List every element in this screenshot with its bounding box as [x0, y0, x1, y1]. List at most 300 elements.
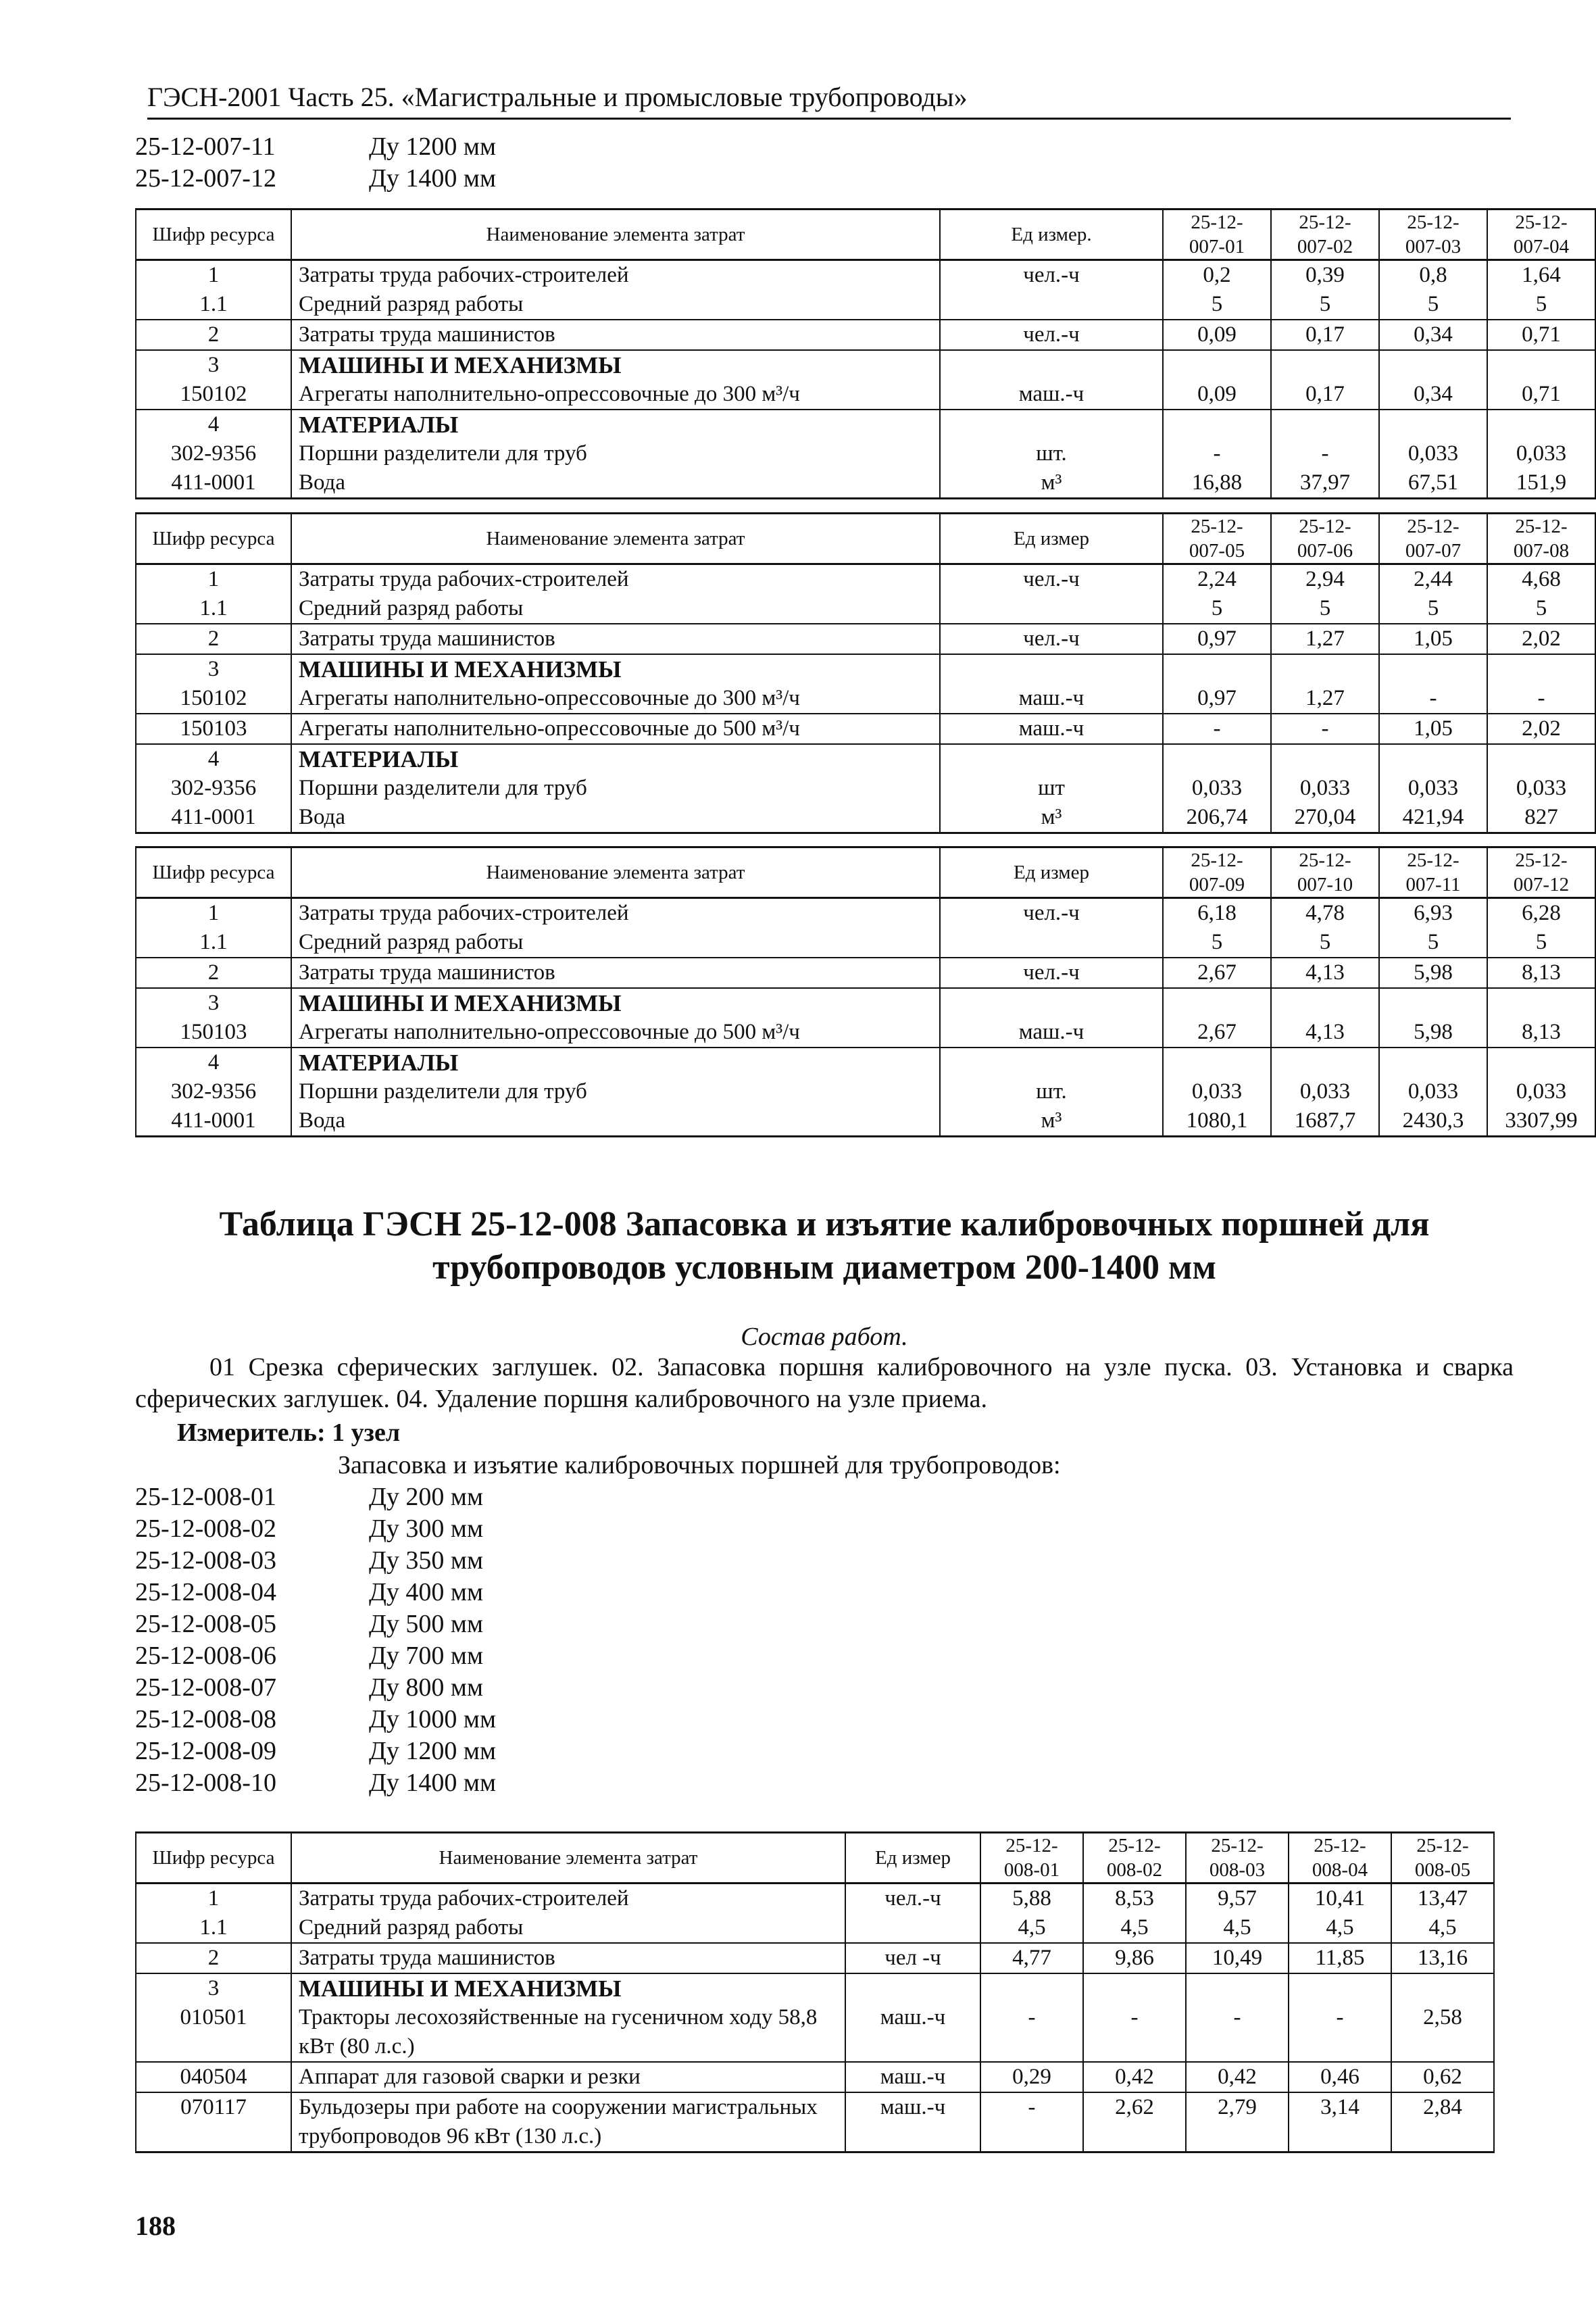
header-code: Шифр ресурса [136, 514, 291, 564]
item-row [135, 163, 496, 195]
item-name: Ду 500 мм [369, 1610, 484, 1638]
item-name: Ду 800 мм [369, 1673, 484, 1702]
unit: маш.-ч [940, 684, 1163, 714]
resource-code: 4 [136, 744, 291, 774]
element-name: Затраты труда рабочих-строителей [291, 1884, 845, 1914]
value-cell: 0,033 [1271, 774, 1379, 803]
unit: чел.-ч [940, 260, 1163, 291]
header-unit: Ед измер. [940, 210, 1163, 260]
header-norm-code: 25-12- 007-10 [1271, 847, 1379, 898]
value-cell: 0,033 [1487, 1077, 1595, 1106]
header-norm-code: 25-12- 007-01 [1163, 210, 1271, 260]
item-code: 25-12-008-02 [135, 1515, 276, 1543]
unit [940, 988, 1163, 1018]
value-cell [1487, 744, 1595, 774]
value-cell: 2,58 [1391, 2003, 1494, 2062]
unit [845, 1913, 980, 1943]
unit: чел.-ч [845, 1884, 980, 1914]
value-cell: 0,97 [1163, 624, 1271, 654]
header-name: Наименование элемента затрат [291, 514, 940, 564]
resource-code: 302-9356 [136, 439, 291, 468]
element-name: Затраты труда рабочих-строителей [291, 564, 940, 595]
value-cell: 4,5 [1391, 1913, 1494, 1943]
value-cell: - [1186, 2003, 1289, 2062]
item-row [135, 1640, 496, 1672]
item-row [135, 131, 496, 163]
resource-code: 150103 [136, 714, 291, 744]
value-cell: 1,27 [1271, 684, 1379, 714]
item-code: 25-12-008-03 [135, 1546, 276, 1575]
value-cell: - [1271, 439, 1379, 468]
header-norm-code: 25-12- 007-04 [1487, 210, 1595, 260]
value-cell: 0,46 [1289, 2062, 1391, 2092]
table-row [136, 803, 1595, 833]
value-cell: 0,033 [1487, 439, 1595, 468]
value-cell: 0,2 [1163, 260, 1271, 291]
element-name: Затраты труда машинистов [291, 624, 940, 654]
value-cell [1271, 744, 1379, 774]
item-row [135, 1672, 496, 1704]
table-row [136, 1106, 1595, 1137]
table-row [136, 1943, 1494, 1973]
unit: чел.-ч [940, 320, 1163, 350]
table-row [136, 1077, 1595, 1106]
table-row [136, 714, 1595, 744]
item-code: 25-12-008-05 [135, 1610, 276, 1638]
top-item-list [135, 131, 496, 195]
value-cell [1379, 1048, 1487, 1077]
value-cell: 2,02 [1487, 624, 1595, 654]
value-cell: 10,49 [1186, 1943, 1289, 1973]
table-row [136, 1884, 1494, 1914]
header-norm-code: 25-12- 007-03 [1379, 210, 1487, 260]
unit: маш.-ч [940, 714, 1163, 744]
value-cell: 5,98 [1379, 958, 1487, 988]
resource-table-1 [135, 208, 1596, 499]
value-cell: 0,42 [1083, 2062, 1186, 2092]
item-code: 25-12-008-01 [135, 1483, 276, 1511]
element-name: Затраты труда машинистов [291, 958, 940, 988]
value-cell: - [1271, 714, 1379, 744]
table-row [136, 2092, 1494, 2152]
item-code: 25-12-007-11 [135, 132, 276, 161]
element-name: МАШИНЫ И МЕХАНИЗМЫ [291, 350, 940, 380]
value-cell: - [980, 2092, 1083, 2152]
value-cell: 0,17 [1271, 320, 1379, 350]
element-name: Бульдозеры при работе на сооружении магистральных трубопроводов 96 кВт (130 л.с.) [291, 2092, 845, 2152]
value-cell: 5 [1163, 928, 1271, 958]
unit: чел.-ч [940, 624, 1163, 654]
value-cell: 4,13 [1271, 958, 1379, 988]
section-row [136, 988, 1595, 1018]
resource-code: 3 [136, 988, 291, 1018]
element-name: МАТЕРИАЛЫ [291, 410, 940, 439]
value-cell: 4,5 [980, 1913, 1083, 1943]
resource-code: 150102 [136, 684, 291, 714]
header-norm-code: 25-12- 008-02 [1083, 1833, 1186, 1884]
value-cell: 1,05 [1379, 624, 1487, 654]
value-cell: 5 [1271, 594, 1379, 624]
value-cell [1271, 654, 1379, 684]
value-cell: 5 [1163, 290, 1271, 320]
value-cell: 2430,3 [1379, 1106, 1487, 1137]
value-cell: 270,04 [1271, 803, 1379, 833]
value-cell: 2,44 [1379, 564, 1487, 595]
unit: маш.-ч [845, 2062, 980, 2092]
value-cell: 6,28 [1487, 898, 1595, 929]
value-cell [1379, 410, 1487, 439]
element-name: МАШИНЫ И МЕХАНИЗМЫ [291, 654, 940, 684]
unit: маш.-ч [940, 1018, 1163, 1048]
table-row [136, 774, 1595, 803]
resource-code: 1 [136, 898, 291, 929]
table-row [136, 1913, 1494, 1943]
value-cell [1289, 1973, 1391, 2003]
value-cell: 0,033 [1379, 774, 1487, 803]
unit: шт. [940, 439, 1163, 468]
value-cell: 4,68 [1487, 564, 1595, 595]
value-cell [1186, 1973, 1289, 2003]
unit [940, 654, 1163, 684]
table-title: Таблица ГЭСН 25-12-008 Запасовка и изъятие калибровочных поршней для трубопроводов условным диаметром 200-1400 мм [219, 1205, 1430, 1287]
resource-code: 411-0001 [136, 803, 291, 833]
value-cell [1163, 410, 1271, 439]
value-cell: 1,64 [1487, 260, 1595, 291]
value-cell: 1,05 [1379, 714, 1487, 744]
item-row [135, 1736, 496, 1767]
unit [940, 1048, 1163, 1077]
resource-table-3 [135, 846, 1596, 1137]
value-cell: 2,02 [1487, 714, 1595, 744]
unit: шт. [940, 1077, 1163, 1106]
unit [940, 928, 1163, 958]
value-cell: 1080,1 [1163, 1106, 1271, 1137]
value-cell: 0,033 [1379, 1077, 1487, 1106]
value-cell: 4,5 [1083, 1913, 1186, 1943]
resource-code: 2 [136, 320, 291, 350]
value-cell: 16,88 [1163, 468, 1271, 499]
value-cell: 0,34 [1379, 380, 1487, 410]
unit: чел.-ч [940, 898, 1163, 929]
resource-code: 411-0001 [136, 468, 291, 499]
measure-unit: Измеритель: 1 узел [177, 1419, 401, 1447]
value-cell [1379, 988, 1487, 1018]
value-cell: 4,13 [1271, 1018, 1379, 1048]
resource-code: 1 [136, 260, 291, 291]
item-code: 25-12-008-09 [135, 1737, 276, 1765]
page-number: 188 [135, 2211, 176, 2241]
value-cell: 5 [1379, 594, 1487, 624]
item-code: 25-12-008-07 [135, 1673, 276, 1702]
resource-code: 1 [136, 1884, 291, 1914]
value-cell: 206,74 [1163, 803, 1271, 833]
item-name: Ду 200 мм [369, 1483, 484, 1511]
work-composition-text: 01 Срезка сферических заглушек. 02. Запасовка поршня калибровочного на узле пуска. 03. Установка и сварка сферических заглушек. 04. Удаление поршня калибровочного на узле приема. [135, 1353, 1514, 1413]
value-cell: 8,13 [1487, 958, 1595, 988]
value-cell: 0,39 [1271, 260, 1379, 291]
section-row [136, 350, 1595, 380]
value-cell: 3,14 [1289, 2092, 1391, 2152]
unit: м³ [940, 1106, 1163, 1137]
value-cell: 0,033 [1271, 1077, 1379, 1106]
value-cell: 13,16 [1391, 1943, 1494, 1973]
value-cell [1487, 654, 1595, 684]
value-cell: 8,13 [1487, 1018, 1595, 1048]
unit: маш.-ч [845, 2092, 980, 2152]
value-cell: 6,93 [1379, 898, 1487, 929]
resource-code: 3 [136, 654, 291, 684]
item-name: Ду 1400 мм [369, 164, 497, 193]
value-cell: 2,84 [1391, 2092, 1494, 2152]
resource-code: 1 [136, 564, 291, 595]
element-name: Агрегаты наполнительно-опрессовочные до 500 м³/ч [291, 714, 940, 744]
item-name: Ду 1200 мм [369, 1737, 497, 1765]
unit: чел.-ч [940, 564, 1163, 595]
value-cell: 0,29 [980, 2062, 1083, 2092]
resource-code: 150103 [136, 1018, 291, 1048]
table-row [136, 260, 1595, 291]
resource-code: 1.1 [136, 594, 291, 624]
value-cell [1271, 350, 1379, 380]
header-unit: Ед измер [940, 514, 1163, 564]
header-norm-code: 25-12- 007-02 [1271, 210, 1379, 260]
value-cell: 5 [1163, 594, 1271, 624]
element-name: Затраты труда машинистов [291, 1943, 845, 1973]
value-cell: 5 [1487, 594, 1595, 624]
element-name: Средний разряд работы [291, 594, 940, 624]
value-cell [1163, 654, 1271, 684]
page-header: ГЭСН-2001 Часть 25. «Магистральные и промысловые трубопроводы» [147, 80, 1511, 120]
value-cell: 0,09 [1163, 320, 1271, 350]
unit: маш.-ч [845, 2003, 980, 2062]
value-cell: 5 [1379, 928, 1487, 958]
value-cell: 0,71 [1487, 320, 1595, 350]
items-intro: Запасовка и изъятие калибровочных поршней для трубопроводов: [338, 1451, 1061, 1479]
value-cell [1163, 1048, 1271, 1077]
element-name: Поршни разделители для труб [291, 439, 940, 468]
value-cell: - [1163, 714, 1271, 744]
element-name: Тракторы лесохозяйственные на гусеничном ходу 58,8 кВт (80 л.с.) [291, 2003, 845, 2062]
element-name: Агрегаты наполнительно-опрессовочные до 500 м³/ч [291, 1018, 940, 1048]
table-row [136, 439, 1595, 468]
value-cell [1391, 1973, 1494, 2003]
unit [940, 594, 1163, 624]
unit [940, 744, 1163, 774]
item-name: Ду 700 мм [369, 1642, 484, 1670]
value-cell: 2,67 [1163, 1018, 1271, 1048]
table-header-row [136, 847, 1595, 898]
value-cell: 5,98 [1379, 1018, 1487, 1048]
resource-code: 3 [136, 350, 291, 380]
value-cell: 37,97 [1271, 468, 1379, 499]
resource-code: 4 [136, 1048, 291, 1077]
resource-code: 411-0001 [136, 1106, 291, 1137]
header-code: Шифр ресурса [136, 847, 291, 898]
value-cell: 5 [1487, 290, 1595, 320]
item-row [135, 1545, 496, 1577]
element-name: МАТЕРИАЛЫ [291, 744, 940, 774]
item-name: Ду 300 мм [369, 1515, 484, 1543]
value-cell [1487, 988, 1595, 1018]
header-norm-code: 25-12- 007-07 [1379, 514, 1487, 564]
item-code: 25-12-008-10 [135, 1769, 276, 1797]
value-cell: 8,53 [1083, 1884, 1186, 1914]
item-name: Ду 350 мм [369, 1546, 484, 1575]
table-header-row [136, 514, 1595, 564]
element-name: Агрегаты наполнительно-опрессовочные до 300 м³/ч [291, 684, 940, 714]
unit: маш.-ч [940, 380, 1163, 410]
section-row [136, 654, 1595, 684]
table-row [136, 290, 1595, 320]
section-row [136, 744, 1595, 774]
value-cell: 9,86 [1083, 1943, 1186, 1973]
item-row [135, 1704, 496, 1736]
table-header-row [136, 210, 1595, 260]
table-row [136, 594, 1595, 624]
value-cell: 9,57 [1186, 1884, 1289, 1914]
resource-code: 4 [136, 410, 291, 439]
header-norm-code: 25-12- 007-08 [1487, 514, 1595, 564]
value-cell: 4,78 [1271, 898, 1379, 929]
value-cell [1163, 350, 1271, 380]
unit: м³ [940, 468, 1163, 499]
value-cell [1379, 654, 1487, 684]
section-row [136, 1973, 1494, 2003]
value-cell: 0,033 [1163, 1077, 1271, 1106]
value-cell [980, 1973, 1083, 2003]
value-cell [1487, 410, 1595, 439]
table-row [136, 624, 1595, 654]
table-row [136, 564, 1595, 595]
resource-code: 150102 [136, 380, 291, 410]
resource-code: 2 [136, 624, 291, 654]
value-cell: 10,41 [1289, 1884, 1391, 1914]
resource-code: 1.1 [136, 1913, 291, 1943]
header-norm-code: 25-12- 008-05 [1391, 1833, 1494, 1884]
header-name: Наименование элемента затрат [291, 847, 940, 898]
header-unit: Ед измер [845, 1833, 980, 1884]
value-cell: 827 [1487, 803, 1595, 833]
unit [845, 1973, 980, 2003]
value-cell: 5,88 [980, 1884, 1083, 1914]
value-cell [1163, 988, 1271, 1018]
value-cell: 0,033 [1163, 774, 1271, 803]
value-cell [1379, 744, 1487, 774]
table-row [136, 928, 1595, 958]
table-row [136, 684, 1595, 714]
table-header-row [136, 1833, 1494, 1884]
element-name: Вода [291, 1106, 940, 1137]
item-name: Ду 1000 мм [369, 1705, 497, 1733]
resource-code: 1.1 [136, 290, 291, 320]
value-cell: 5 [1271, 290, 1379, 320]
resource-code: 3 [136, 1973, 291, 2003]
header-norm-code: 25-12- 008-01 [980, 1833, 1083, 1884]
value-cell: - [1083, 2003, 1186, 2062]
value-cell: 0,033 [1379, 439, 1487, 468]
work-composition-label: Состав работ. [741, 1323, 908, 1351]
value-cell: 0,62 [1391, 2062, 1494, 2092]
value-cell: - [1379, 684, 1487, 714]
value-cell: - [1289, 2003, 1391, 2062]
header-norm-code: 25-12- 007-11 [1379, 847, 1487, 898]
value-cell: - [980, 2003, 1083, 2062]
element-name: МАШИНЫ И МЕХАНИЗМЫ [291, 1973, 845, 2003]
header-code: Шифр ресурса [136, 1833, 291, 1884]
value-cell: 1687,7 [1271, 1106, 1379, 1137]
value-cell: 5 [1487, 928, 1595, 958]
value-cell: 2,79 [1186, 2092, 1289, 2152]
header-norm-code: 25-12- 008-03 [1186, 1833, 1289, 1884]
element-name: Аппарат для газовой сварки и резки [291, 2062, 845, 2092]
unit: шт [940, 774, 1163, 803]
value-cell: 0,71 [1487, 380, 1595, 410]
value-cell: 0,34 [1379, 320, 1487, 350]
resource-table-4 [135, 1831, 1495, 2153]
value-cell [1163, 744, 1271, 774]
resource-code: 010501 [136, 2003, 291, 2062]
element-name: Агрегаты наполнительно-опрессовочные до 300 м³/ч [291, 380, 940, 410]
resource-code: 070117 [136, 2092, 291, 2152]
value-cell [1379, 350, 1487, 380]
item-name: Ду 400 мм [369, 1578, 484, 1606]
table-row [136, 2003, 1494, 2062]
element-name: МАШИНЫ И МЕХАНИЗМЫ [291, 988, 940, 1018]
table-row [136, 320, 1595, 350]
value-cell: 3307,99 [1487, 1106, 1595, 1137]
resource-code: 302-9356 [136, 774, 291, 803]
resource-code: 040504 [136, 2062, 291, 2092]
element-name: Средний разряд работы [291, 290, 940, 320]
header-unit: Ед измер [940, 847, 1163, 898]
element-name: Затраты труда рабочих-строителей [291, 260, 940, 291]
value-cell: 1,27 [1271, 624, 1379, 654]
unit: м³ [940, 803, 1163, 833]
value-cell: 67,51 [1379, 468, 1487, 499]
section-row [136, 410, 1595, 439]
element-name: Затраты труда машинистов [291, 320, 940, 350]
section-row [136, 1048, 1595, 1077]
value-cell: 4,5 [1289, 1913, 1391, 1943]
element-name: Средний разряд работы [291, 1913, 845, 1943]
element-name: Поршни разделители для труб [291, 774, 940, 803]
item-name: Ду 1200 мм [369, 132, 497, 161]
value-cell: 0,17 [1271, 380, 1379, 410]
table-row [136, 380, 1595, 410]
value-cell [1487, 350, 1595, 380]
element-name: Поршни разделители для труб [291, 1077, 940, 1106]
table-row [136, 898, 1595, 929]
item-row [135, 1481, 496, 1513]
value-cell: 151,9 [1487, 468, 1595, 499]
unit: чел -ч [845, 1943, 980, 1973]
resource-code: 302-9356 [136, 1077, 291, 1106]
value-cell: 2,67 [1163, 958, 1271, 988]
element-name: Вода [291, 803, 940, 833]
unit [940, 290, 1163, 320]
element-name: Средний разряд работы [291, 928, 940, 958]
item-code: 25-12-008-06 [135, 1642, 276, 1670]
unit: чел.-ч [940, 958, 1163, 988]
header-norm-code: 25-12- 007-05 [1163, 514, 1271, 564]
unit [940, 410, 1163, 439]
value-cell: 2,24 [1163, 564, 1271, 595]
value-cell: 6,18 [1163, 898, 1271, 929]
header-norm-code: 25-12- 008-04 [1289, 1833, 1391, 1884]
value-cell [1271, 988, 1379, 1018]
value-cell: 4,77 [980, 1943, 1083, 1973]
value-cell [1083, 1973, 1186, 2003]
